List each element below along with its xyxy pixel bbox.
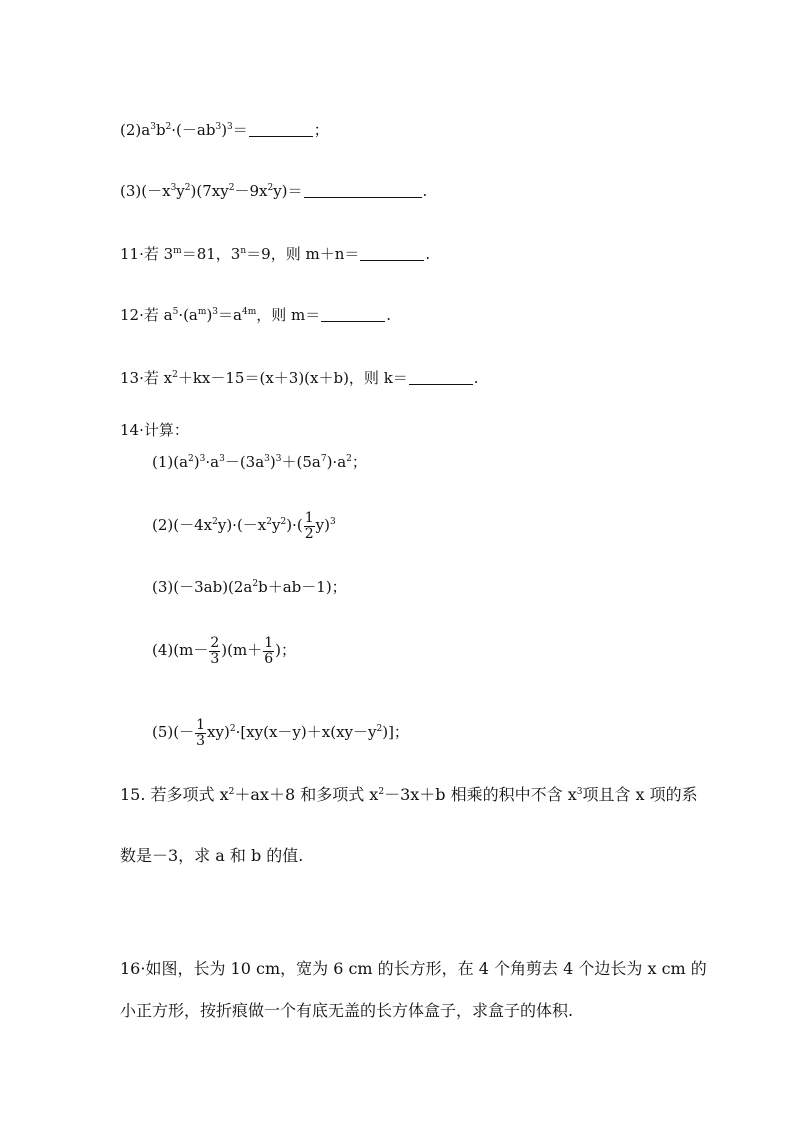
problem-14-4 <box>152 630 296 670</box>
expr-text: (5)(－ <box>152 723 195 741</box>
problem-11 <box>120 244 430 264</box>
fraction-numerator: 2 <box>210 634 220 651</box>
exponent: 2 <box>172 370 178 380</box>
problem-10-3 <box>120 181 427 201</box>
expr-text: ) <box>206 306 213 324</box>
problem-10-2 <box>120 120 329 140</box>
exponent: m <box>197 307 207 317</box>
expr-text: y <box>176 182 185 200</box>
problem-14-title <box>120 420 189 440</box>
exponent: 2 <box>280 517 287 527</box>
expr-text: ＋(5a <box>281 453 321 471</box>
problem-15-line1 <box>120 785 698 805</box>
expr-text: －9x <box>234 182 268 200</box>
expr-text: －3x＋b 相乘的积中不含 x <box>384 785 577 804</box>
problem-14-1 <box>152 452 367 472</box>
exponent: 7 <box>320 454 327 464</box>
expr-text: y)·(－x <box>217 516 267 534</box>
expr-text: 数是－3，求 a 和 b 的值. <box>120 846 304 865</box>
problem-14-3 <box>152 577 347 597</box>
exponent: 2 <box>212 517 218 527</box>
expr-text: 小正方形，按折痕做一个有底无盖的长方体盒子，求盒子的体积. <box>120 1001 574 1020</box>
expr-text: )； <box>275 641 296 659</box>
answer-blank[interactable] <box>304 183 422 198</box>
exponent: 2 <box>165 122 172 132</box>
exponent: 2 <box>378 787 385 797</box>
exponent: 3 <box>227 122 233 132</box>
fraction-denominator: 3 <box>210 650 220 667</box>
fraction-denominator: 6 <box>264 650 274 667</box>
problem-13 <box>120 368 479 388</box>
problem-14-2 <box>152 505 336 545</box>
exponent: 2 <box>228 183 235 193</box>
expr-text: ·(a <box>178 306 198 324</box>
expr-text: (2)(－4x <box>152 516 213 534</box>
expr-text: (1)(a <box>152 453 189 471</box>
expr-text: 11·若 3 <box>120 245 174 263</box>
expr-text: y <box>271 516 281 534</box>
problem-16-line1 <box>120 959 707 979</box>
exponent: 2 <box>184 183 191 193</box>
expr-text: )]； <box>382 723 409 741</box>
expr-text: (3)(－3ab)(2a <box>152 578 253 596</box>
problem-15-line2 <box>120 846 303 866</box>
expr-text: ＋ax＋8 和多项式 x <box>234 785 379 804</box>
exponent: 5 <box>172 307 179 317</box>
expr-text: )(7xy <box>190 182 229 200</box>
fraction-numerator: 1 <box>264 634 274 651</box>
expr-text: . <box>473 369 479 387</box>
expr-text: 项且含 x 项的系 <box>582 785 698 804</box>
exponent: 2 <box>229 724 236 734</box>
fraction-denominator: 3 <box>196 732 206 749</box>
fraction <box>195 718 206 749</box>
expr-text: )·a <box>326 453 347 471</box>
exponent: 3 <box>219 454 225 464</box>
exponent: 3 <box>150 122 156 132</box>
expr-text: ＝ <box>232 121 248 139</box>
expr-text: y)＝ <box>273 182 303 200</box>
expr-text: ，则 m＝ <box>256 306 321 324</box>
exponent: 3 <box>212 307 219 317</box>
expr-text: . <box>386 306 392 324</box>
expr-text: xy) <box>207 723 230 741</box>
expr-text: 13·若 x <box>120 369 173 387</box>
expr-text: (4)(m－ <box>152 641 209 659</box>
expr-text: ) <box>269 453 276 471</box>
exponent: 3 <box>329 517 336 527</box>
expr-text: . <box>422 182 428 200</box>
answer-blank[interactable] <box>321 307 385 322</box>
fraction <box>304 511 315 542</box>
exponent: 2 <box>188 454 194 464</box>
expr-text: ＝9，则 m＋n＝ <box>246 245 360 263</box>
expr-text: 15. 若多项式 x <box>120 785 229 804</box>
exponent: 2 <box>267 183 274 193</box>
expr-text: ； <box>313 121 329 139</box>
expr-text: ＝a <box>218 306 242 324</box>
expr-text: ·(－ab <box>171 121 216 139</box>
answer-blank[interactable] <box>360 246 424 261</box>
answer-blank[interactable] <box>249 122 313 137</box>
exponent: 2 <box>376 724 383 734</box>
fraction-numerator: 1 <box>304 509 314 526</box>
problem-12 <box>120 305 391 325</box>
expr-text: b＋ab－1)； <box>258 578 347 596</box>
exponent: 3 <box>170 183 177 193</box>
exponent: 4m <box>241 307 257 317</box>
expr-text: 16·如图，长为 10 cm，宽为 6 cm 的长方形，在 4 个角剪去 4 个边长为 x cm 的 <box>120 959 707 978</box>
fraction <box>209 636 220 667</box>
problem-16-line2 <box>120 1001 573 1021</box>
expr-text: (2)a <box>120 121 151 139</box>
expr-text: 14·计算： <box>120 421 189 439</box>
fraction <box>263 636 274 667</box>
exponent: 2 <box>252 579 259 589</box>
expr-text: (3)(－x <box>120 182 171 200</box>
expr-text: ) <box>193 453 200 471</box>
expr-text: b <box>155 121 166 139</box>
expr-text: )(m＋ <box>221 641 263 659</box>
fraction-numerator: 1 <box>196 716 206 733</box>
exponent: 3 <box>215 122 222 132</box>
exponent: 3 <box>199 454 206 464</box>
expr-text: ) <box>221 121 228 139</box>
expr-text: ·a <box>205 453 220 471</box>
exponent: 2 <box>346 454 352 464</box>
expr-text: ＋kx－15＝(x＋3)(x＋b)，则 k＝ <box>177 369 408 387</box>
exponent: 2 <box>228 787 235 797</box>
answer-blank[interactable] <box>409 370 473 385</box>
problem-14-5 <box>152 712 409 752</box>
expr-text: y) <box>315 516 330 534</box>
exponent: 3 <box>264 454 270 464</box>
expr-text: －(3a <box>224 453 265 471</box>
exponent: n <box>240 246 247 256</box>
fraction-denominator: 2 <box>304 525 314 542</box>
expr-text: 12·若 a <box>120 306 173 324</box>
expr-text: )·( <box>286 516 303 534</box>
exponent: m <box>173 246 182 256</box>
expr-text: ； <box>351 453 367 471</box>
exponent: 3 <box>576 787 583 797</box>
expr-text: . <box>425 245 431 263</box>
expr-text: ·[xy(x－y)＋x(xy－y <box>235 723 377 741</box>
exponent: 2 <box>266 517 272 527</box>
exponent: 3 <box>275 454 282 464</box>
expr-text: ＝81，3 <box>181 245 241 263</box>
